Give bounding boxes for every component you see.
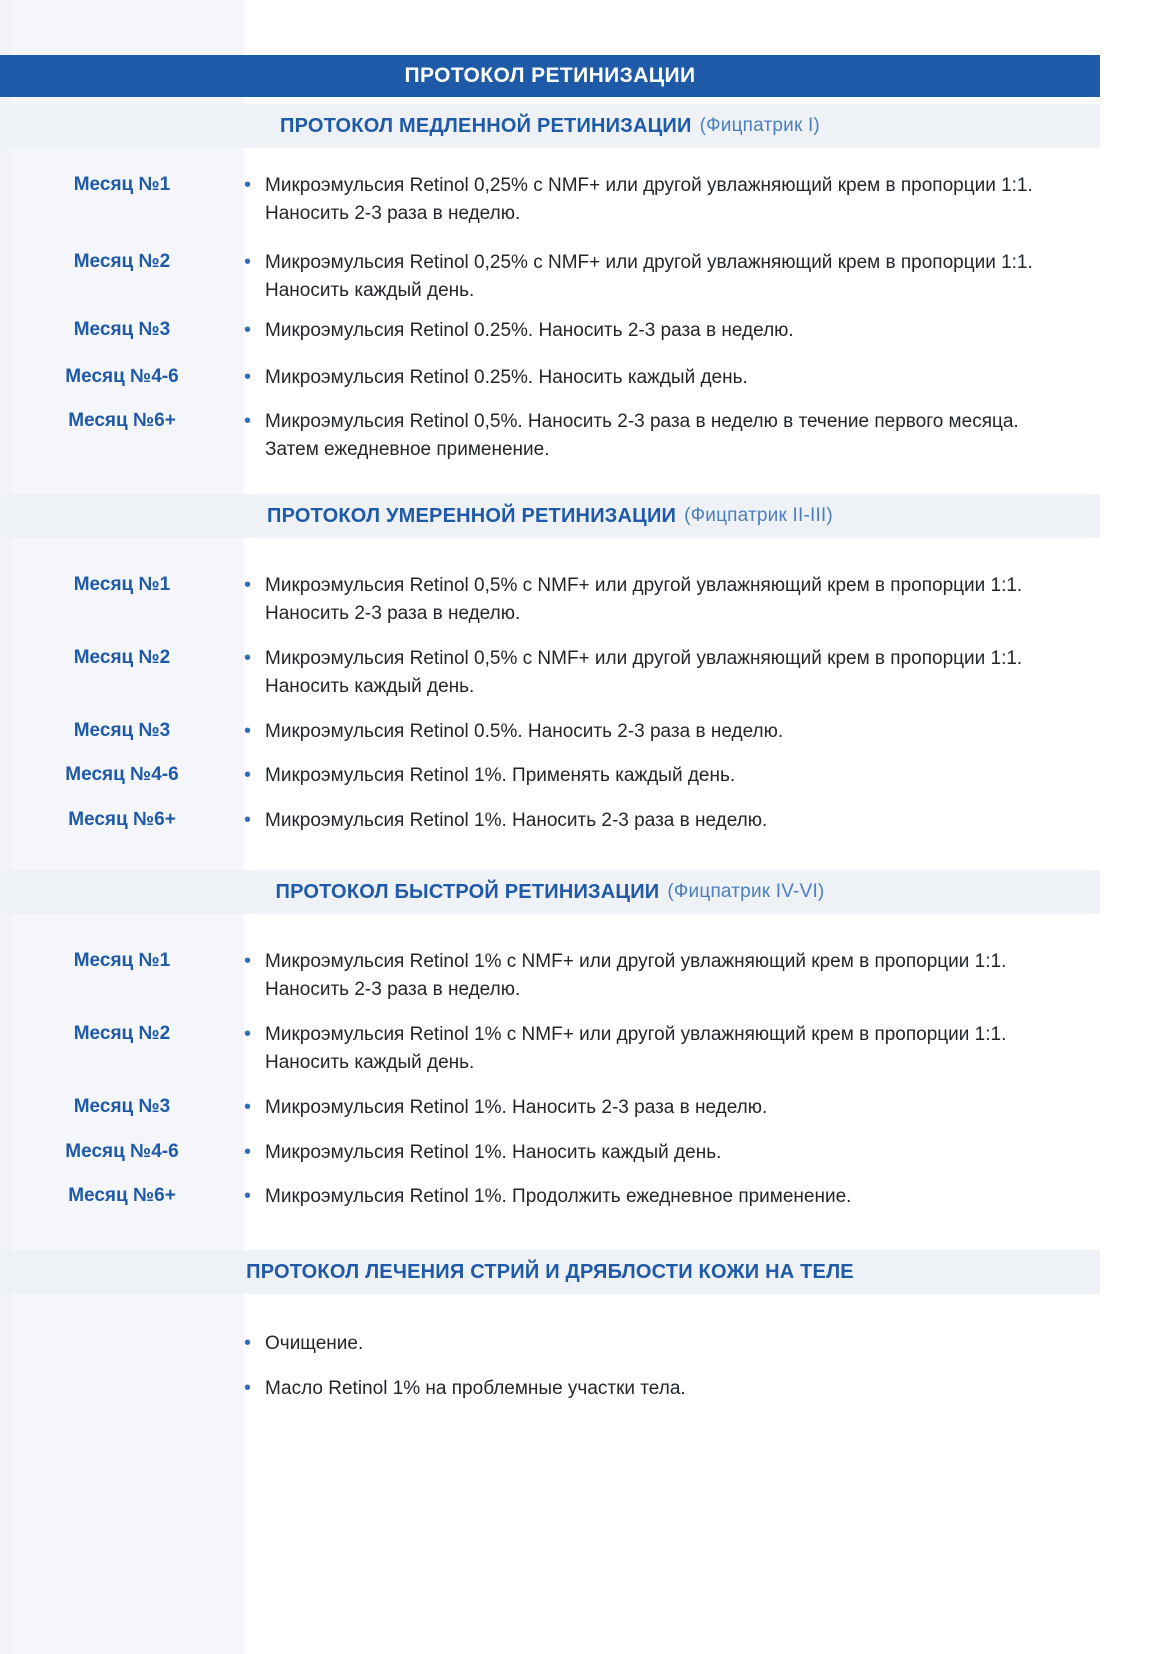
row-text: Микроэмульсия Retinol 1%. Наносить 2-3 раза в неделю. [265, 810, 768, 831]
list-item-text: Очищение. [265, 1333, 364, 1354]
table-row [0, 1021, 1100, 1077]
row-month-label: Месяц №6+ [68, 410, 176, 431]
bullet-icon: • [244, 809, 252, 831]
section-header-slow [0, 104, 1100, 148]
bullet-icon: • [244, 1377, 252, 1399]
row-text: Микроэмульсия Retinol 1%. Наносить 2-3 раза в неделю. [265, 1097, 768, 1118]
row-month-label: Месяц №6+ [68, 1185, 176, 1206]
bullet-icon: • [244, 319, 252, 341]
section-header-fast [0, 870, 1100, 914]
list-item [244, 1330, 363, 1358]
section-header-moderate [0, 494, 1100, 538]
bullet-icon: • [244, 950, 252, 972]
row-month-label: Месяц №4-6 [65, 1141, 179, 1162]
row-month-label: Месяц №1 [73, 174, 171, 195]
list-item [244, 1375, 686, 1403]
table-row [0, 317, 1100, 345]
section-header-body-protocol [0, 1250, 1100, 1294]
row-month-label: Месяц №1 [73, 950, 171, 971]
row-month-label: Месяц №3 [73, 1096, 171, 1117]
row-month-label: Месяц №3 [73, 720, 171, 741]
table-row [0, 948, 1100, 1004]
row-text: Микроэмульсия Retinol 0,25% с NMF+ или другой увлажняющий крем в пропорции 1:1. Наносить 2-3 раза в неделю. [265, 175, 1033, 224]
bullet-icon: • [244, 764, 252, 786]
table-row [0, 1094, 1100, 1122]
row-text: Микроэмульсия Retinol 0.25%. Наносить каждый день. [265, 367, 748, 388]
section-heading-text: ПРОТОКОЛ БЫСТРОЙ РЕТИНИЗАЦИИ [275, 880, 660, 903]
table-row [0, 718, 1100, 746]
bullet-icon: • [244, 251, 252, 273]
row-text: Микроэмульсия Retinol 1%. Продолжить ежедневное применение. [265, 1186, 852, 1207]
row-text: Микроэмульсия Retinol 0.5%. Наносить 2-3 раза в неделю. [265, 721, 784, 742]
section-heading-text: ПРОТОКОЛ МЕДЛЕННОЙ РЕТИНИЗАЦИИ [280, 114, 692, 137]
bullet-icon: • [244, 574, 252, 596]
row-month-label: Месяц №3 [73, 319, 171, 340]
row-text: Микроэмульсия Retinol 0,25% с NMF+ или другой увлажняющий крем в пропорции 1:1. Наносить каждый день. [265, 252, 1033, 301]
bullet-icon: • [244, 1023, 252, 1045]
row-month-label: Месяц №2 [73, 1023, 171, 1044]
row-text: Микроэмульсия Retinol 1%. Наносить каждый день. [265, 1142, 722, 1163]
table-row [0, 364, 1100, 392]
row-text: Микроэмульсия Retinol 0.25%. Наносить 2-3 раза в неделю. [265, 320, 794, 341]
bullet-icon: • [244, 1185, 252, 1207]
table-row [0, 807, 1100, 835]
row-text: Микроэмульсия Retinol 1% с NMF+ или другой увлажняющий крем в пропорции 1:1. Наносить 2-3 раза в неделю. [265, 951, 1007, 1000]
bullet-icon: • [244, 1141, 252, 1163]
row-text: Микроэмульсия Retinol 1%. Применять каждый день. [265, 765, 736, 786]
table-row [0, 762, 1100, 790]
section-heading-text: ПРОТОКОЛ УМЕРЕННОЙ РЕТИНИЗАЦИИ [267, 504, 677, 527]
table-row [0, 1139, 1100, 1167]
row-text: Микроэмульсия Retinol 0,5%. Наносить 2-3 раза в неделю в течение первого месяца. Затем ежедневное применение. [265, 411, 1019, 460]
row-month-label: Месяц №4-6 [65, 764, 179, 785]
bullet-icon: • [244, 174, 252, 196]
table-row [0, 1183, 1100, 1211]
table-row [0, 572, 1100, 628]
bullet-icon: • [244, 410, 252, 432]
bullet-icon: • [244, 366, 252, 388]
table-row [0, 408, 1100, 464]
bullet-icon: • [244, 1332, 252, 1354]
table-row [0, 645, 1100, 701]
row-month-label: Месяц №6+ [68, 809, 176, 830]
bullet-icon: • [244, 720, 252, 742]
row-text: Микроэмульсия Retinol 0,5% с NMF+ или другой увлажняющий крем в пропорции 1:1. Наносить каждый день. [265, 648, 1023, 697]
document-title: ПРОТОКОЛ РЕТИНИЗАЦИИ [0, 55, 1100, 97]
row-month-label: Месяц №1 [73, 574, 171, 595]
row-month-label: Месяц №2 [73, 647, 171, 668]
section-subheading-text: (Фицпатрик IV-VI) [667, 881, 825, 902]
table-row [0, 249, 1100, 305]
row-month-label: Месяц №2 [73, 251, 171, 272]
section-subheading-text: (Фицпатрик II-III) [684, 505, 833, 526]
section-heading-text: ПРОТОКОЛ ЛЕЧЕНИЯ СТРИЙ И ДРЯБЛОСТИ КОЖИ НА ТЕЛЕ [246, 1260, 854, 1283]
row-text: Микроэмульсия Retinol 1% с NMF+ или другой увлажняющий крем в пропорции 1:1. Наносить каждый день. [265, 1024, 1007, 1073]
section-subheading-text: (Фицпатрик I) [699, 115, 820, 136]
row-text: Микроэмульсия Retinol 0,5% с NMF+ или другой увлажняющий крем в пропорции 1:1. Наносить 2-3 раза в неделю. [265, 575, 1023, 624]
row-month-label: Месяц №4-6 [65, 366, 179, 387]
list-item-text: Масло Retinol 1% на проблемные участки тела. [265, 1378, 686, 1399]
bullet-icon: • [244, 647, 252, 669]
table-row [0, 172, 1100, 228]
bullet-icon: • [244, 1096, 252, 1118]
